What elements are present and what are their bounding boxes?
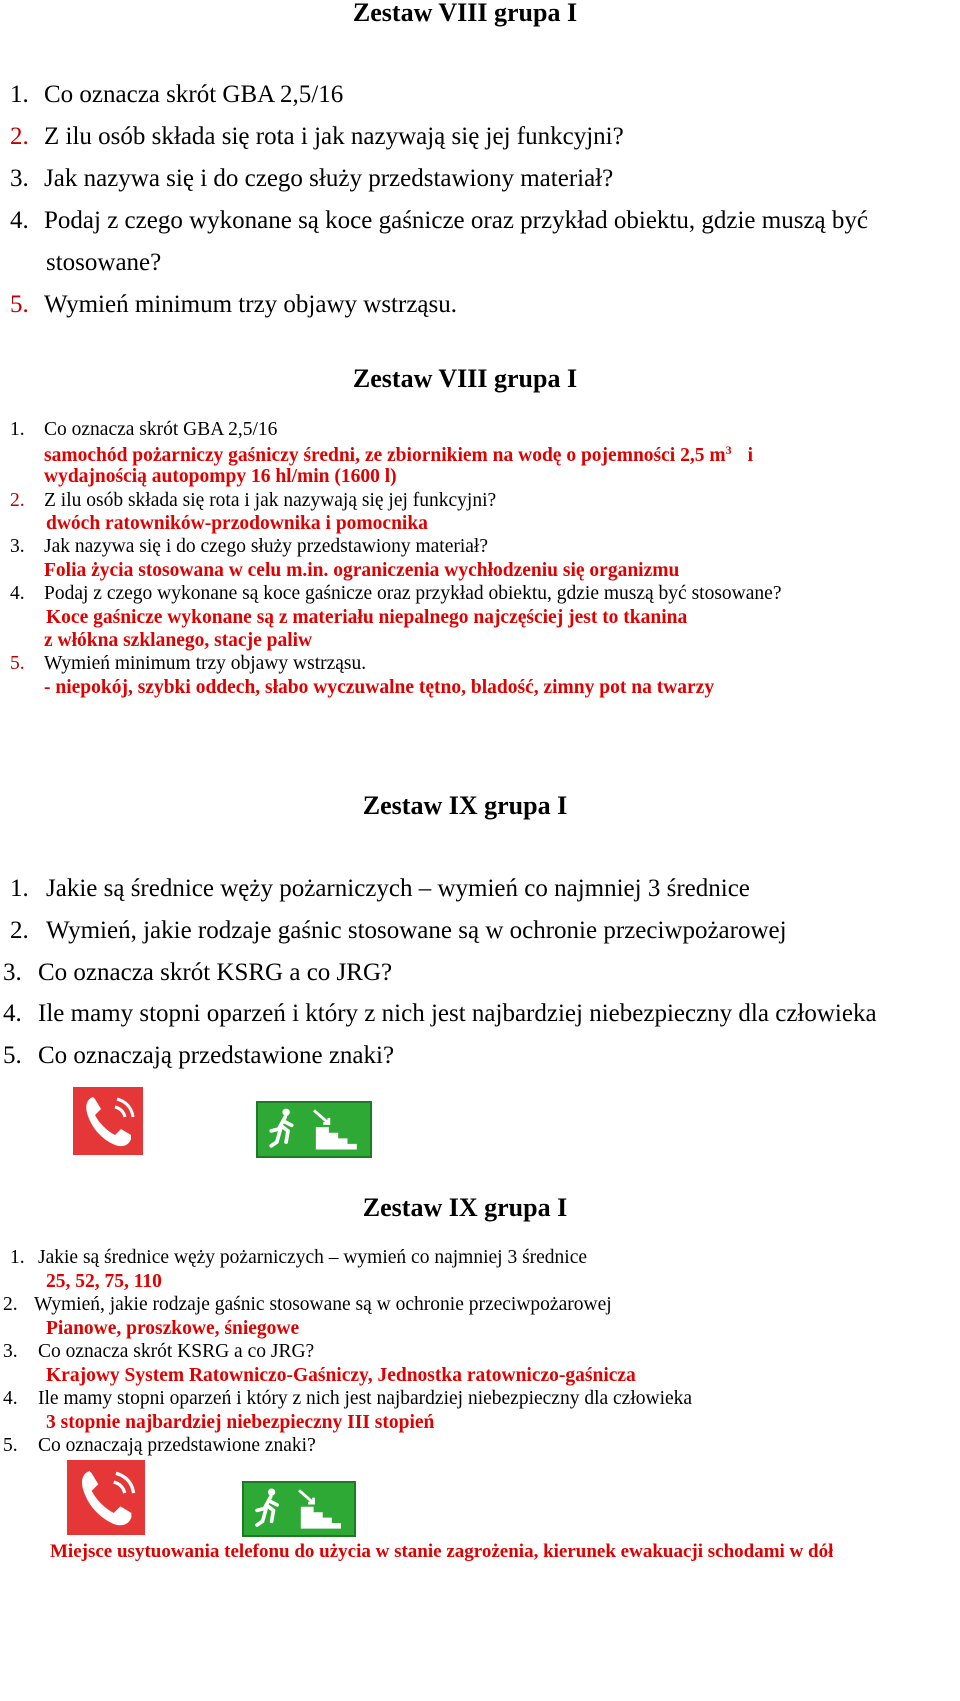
set9-answer-4: 3 stopnie najbardziej niebezpieczny III stopień (46, 1412, 435, 1433)
set8-ans-q1-text: Co oznacza skrót GBA 2,5/16 (44, 419, 278, 440)
set8-ans-q2-text: Z ilu osób składa się rota i jak nazywają się jej funkcyjni? (44, 490, 497, 511)
set8-q2-text: Z ilu osób składa się rota i jak nazywają się jej funkcyjni? (44, 123, 624, 150)
set9-ans-q5-text: Co oznaczają przedstawione znaki? (38, 1435, 316, 1456)
set8-ans-q3-text: Jak nazywa się i do czego służy przedstawiony materiał? (44, 536, 488, 557)
set9-answer-2: Pianowe, proszkowe, śniegowe (46, 1318, 300, 1339)
set8-ans-q2-number: 2. (10, 490, 25, 511)
set9-ans-q2-text: Wymień, jakie rodzaje gaśnic stosowane są w ochronie przeciwpożarowej (34, 1294, 612, 1315)
set8-answer-4-line1: Koce gaśnicze wykonane są z materiału niepalnego najczęściej jest to tkanina (46, 607, 688, 628)
set8-q5-number: 5. (10, 291, 29, 318)
set9-answers-title: Zestaw IX grupa I (362, 1193, 568, 1222)
set9-q5-number: 5. (3, 1042, 22, 1069)
set9-answer-1: 25, 52, 75, 110 (46, 1271, 162, 1292)
set8-answer-2: dwóch ratowników-przodownika i pomocnika (46, 513, 428, 534)
set8-q1-number: 1. (10, 81, 29, 108)
set9-ans-q5-number: 5. (3, 1435, 18, 1456)
set8-ans-q1-number: 1. (10, 419, 25, 440)
set9-q2-number: 2. (10, 917, 29, 944)
exit-stairs-sign-icon (242, 1481, 356, 1537)
set9-ans-q2-number: 2. (3, 1294, 18, 1315)
set8-q4-continuation: stosowane? (46, 249, 162, 276)
set8-q3-text: Jak nazywa się i do czego służy przedstawiony materiał? (44, 165, 614, 192)
phone-sign-icon (73, 1087, 143, 1155)
set8-q5-text: Wymień minimum trzy objawy wstrząsu. (44, 291, 458, 318)
set9-answer-5: Miejsce usytuowania telefonu do użycia w stanie zagrożenia, kierunek ewakuacji schodami w dół (50, 1542, 834, 1561)
set9-ans-q1-text: Jakie są średnice węży pożarniczych – wymień co najmniej 3 średnice (38, 1247, 588, 1268)
set8-ans-q4-number: 4. (10, 583, 25, 604)
set9-ans-q1-number: 1. (10, 1247, 25, 1268)
set9-q1-text: Jakie są średnice węży pożarniczych – wymień co najmniej 3 średnice (46, 875, 750, 902)
set9-q1-number: 1. (10, 875, 29, 902)
set8-answers-title: Zestaw VIII grupa I (352, 364, 578, 393)
set9-q5-text: Co oznaczają przedstawione znaki? (38, 1042, 395, 1069)
set9-ans-q4-number: 4. (3, 1388, 18, 1409)
set9-title: Zestaw IX grupa I (362, 791, 568, 820)
set8-ans-q4-text: Podaj z czego wykonane są koce gaśnicze oraz przykład obiektu, gdzie muszą być stosowane? (44, 583, 782, 604)
set9-ans-q4-text: Ile mamy stopni oparzeń i który z nich jest najbardziej niebezpieczny dla człowieka (38, 1388, 693, 1409)
set8-ans-q5-text: Wymień minimum trzy objawy wstrząsu. (44, 653, 367, 674)
set8-q3-number: 3. (10, 165, 29, 192)
set8-ans-q3-number: 3. (10, 536, 25, 557)
phone-sign-icon (67, 1460, 145, 1535)
set8-q4-number: 4. (10, 207, 29, 234)
set9-ans-q3-number: 3. (3, 1341, 18, 1362)
set8-q1-text: Co oznacza skrót GBA 2,5/16 (44, 81, 344, 108)
set8-answer-1-line1: samochód pożarniczy gaśniczy średni, ze zbiornikiem na wodę o pojemności 2,5 $m^3$ i (44, 443, 753, 466)
set9-ans-q3-text: Co oznacza skrót KSRG a co JRG? (38, 1341, 315, 1362)
set9-q3-text: Co oznacza skrót KSRG a co JRG? (38, 959, 393, 986)
set8-answer-5: - niepokój, szybki oddech, słabo wyczuwalne tętno, bladość, zimny pot na twarzy (44, 677, 715, 698)
set9-q4-text: Ile mamy stopni oparzeń i który z nich jest najbardziej niebezpieczny dla człowieka (38, 1000, 877, 1027)
set9-answer-3: Krajowy System Ratowniczo-Gaśniczy, Jednostka ratowniczo-gaśnicza (46, 1365, 636, 1386)
set8-title: Zestaw VIII grupa I (352, 0, 578, 27)
set8-answer-4-line2: z włókna szklanego, stacje paliw (44, 630, 313, 651)
set8-ans-q5-number: 5. (10, 653, 25, 674)
set8-answer-1-line2: wydajnością autopompy 16 hl/min (1600 l) (44, 466, 397, 487)
set9-q2-text: Wymień, jakie rodzaje gaśnic stosowane są w ochronie przeciwpożarowej (46, 917, 787, 944)
set9-q3-number: 3. (3, 959, 22, 986)
set8-answer-3: Folia życia stosowana w celu m.in. ograniczenia wychłodzeniu się organizmu (44, 560, 680, 581)
set8-q4-text: Podaj z czego wykonane są koce gaśnicze oraz przykład obiektu, gdzie muszą być (44, 207, 868, 234)
set9-q4-number: 4. (3, 1000, 22, 1027)
set8-q2-number: 2. (10, 123, 29, 150)
exit-stairs-sign-icon (256, 1101, 372, 1158)
